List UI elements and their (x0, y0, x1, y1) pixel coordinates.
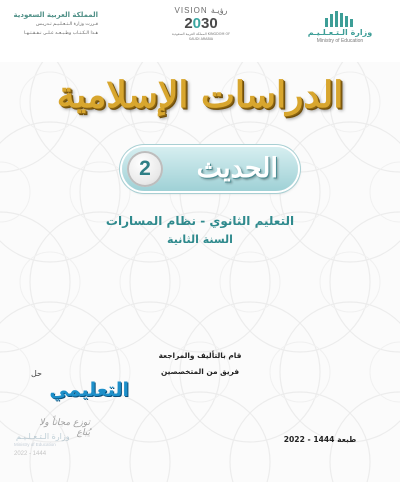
ministry-name-english: Ministry of Education (316, 38, 364, 44)
vision-2030-logo (170, 6, 232, 42)
decree-line-1: قـررت وزارة الـتـعـلـيـم تـدريـس (35, 22, 98, 27)
vision-year-part: 30 (201, 15, 218, 32)
stamp-line-1: توزع مجاناً ولا يُباع (39, 418, 90, 438)
book-title: الدراسات الإسلامية (56, 74, 344, 116)
vision-year-part: 2 (184, 15, 193, 32)
ministry-emblem-icon (323, 10, 357, 28)
ministry-of-education-logo (300, 10, 380, 44)
vision-year (170, 16, 232, 32)
education-stage: التعليم الثانوي - نظام المسارات (105, 214, 295, 228)
subject-banner (122, 147, 298, 191)
decree-line-2: هـذا الـكـتـاب وطـبـعـه عـلـى نـفـقـتـهـا (24, 31, 98, 36)
watermark-prefix: حل (31, 369, 43, 378)
cover-header (0, 0, 400, 62)
kingdom-decree-block (6, 10, 98, 38)
edition-label: طبعة 1444 - 2022 (283, 435, 357, 444)
vision-label: VISION رؤيـة (174, 6, 228, 15)
site-watermark (29, 369, 129, 407)
ministry-name-arabic: وزارة الـتـعـلـيـم (307, 28, 373, 37)
watermark-text: التعليمي (49, 379, 129, 401)
authorship-line: قام بالتأليف والمراجعة (158, 351, 242, 360)
stamp-line-2: وزارة الـتـعـلـيـم (16, 432, 70, 441)
vision-caption: المملكة العربية السعودية KINGDOM OF SAUDI ARABIA (171, 32, 231, 41)
free-distribution-stamp (10, 418, 90, 474)
stamp-line-4: 2022 - 1444 (14, 451, 47, 457)
kingdom-name: المملكة العربية السعودية (13, 11, 98, 19)
vision-year-zero: 0 (192, 15, 201, 32)
volume-number: 2 (127, 151, 163, 187)
authors-line: فريق من المتخصصين (160, 367, 240, 376)
school-year: السنة الثانية (167, 233, 233, 246)
subject-name: الحديث (196, 153, 278, 184)
stamp-line-3: Ministry of Education (14, 442, 56, 447)
